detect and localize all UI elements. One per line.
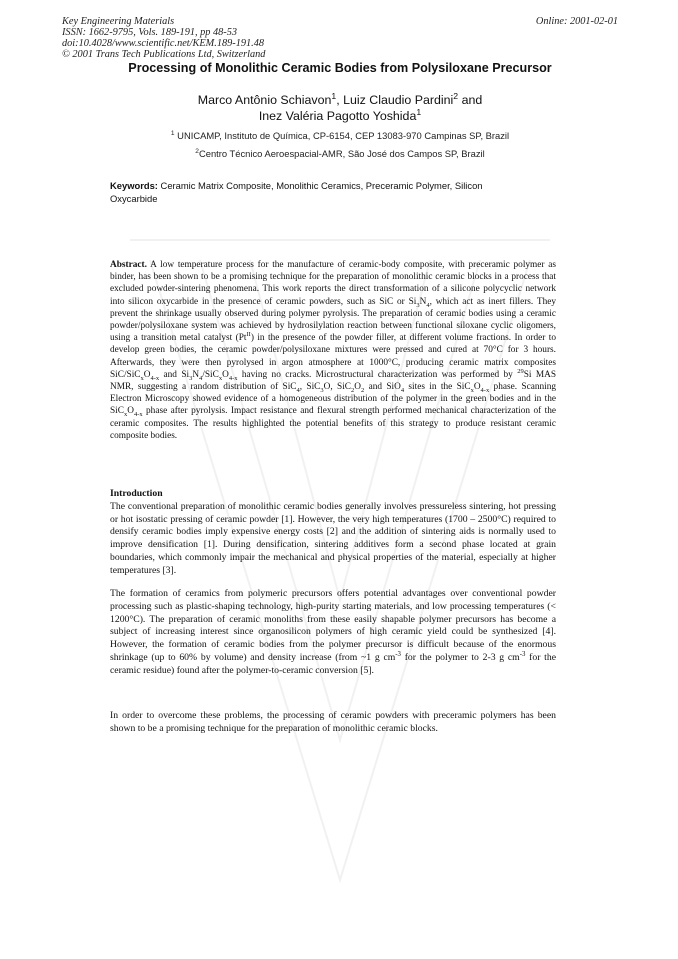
abstract-text: , SiC — [299, 382, 321, 393]
abstract-text: phase after pyrolysis. Impact resistance and flexural strength performed mechanical characterization of the ceramic composites. The results highlighted the potential benefits of this strategy to produce resistant ceramic composite bodies. — [110, 406, 556, 441]
subscript: 4-x — [133, 411, 143, 419]
subscript: 3 — [189, 374, 193, 382]
copyright-line: © 2001 Trans Tech Publications Ltd, Switzerland — [62, 49, 266, 60]
introduction-heading: Introduction — [110, 488, 163, 499]
subscript: x — [140, 374, 144, 382]
subscript: 4 — [426, 301, 430, 309]
author-line-2 — [62, 108, 618, 124]
affiliation-1-text: UNICAMP, Instituto de Química, CP-6154, CEP 13083-970 Campinas SP, Brazil — [174, 130, 510, 141]
author-schiavon-affil: 1 — [331, 90, 337, 101]
introduction-para-2 — [110, 588, 556, 678]
author-schiavon: Marco Antônio Schiavon — [197, 93, 332, 107]
abstract-text: O — [222, 369, 229, 380]
author-pardini: , Luiz Claudio Pardini — [336, 93, 454, 107]
superscript: 29 — [517, 367, 524, 375]
abstract-text: Si MAS NMR, suggesting a random distribution of SiC — [110, 369, 557, 393]
online-date: Online: 2001-02-01 — [535, 16, 618, 27]
journal-name: Key Engineering Materials — [62, 16, 175, 27]
superscript: -3 — [395, 650, 401, 658]
abstract-text: A low temperature process for the manufacture of ceramic-body composite, with preceramic polymer as binder, has been shown to be a promising technique for the preparation of monolithic ceramic blocks in a process that excluded powder-sintering phenomena. This work reports the direct transformation of a silicone polycyclic network into silicon oxycarbide in the presence of ceramic powders, such as SiC or Si — [110, 260, 556, 307]
introduction-para-3 — [110, 710, 556, 736]
abstract-text: O, SiC — [323, 382, 351, 393]
affiliation-2 — [62, 148, 618, 159]
doi-line: doi:10.4028/www.scientific.net/KEM.189-191.48 — [62, 38, 265, 49]
abstract-text: O — [354, 382, 361, 393]
subscript: 4 — [400, 386, 405, 394]
abstract-text: ) in the presence of the powder filler, at different volume fractions. In order to develop green bodies, the ceramic powder/polysiloxane mixtures were pressed and cured at 70°C for 3 hours. Afterwards, they were then pyrolysed in argon atmosphere at 1000°C, producing ceramic matrix composites SiC/SiC — [110, 333, 556, 380]
affiliation-1 — [62, 130, 618, 141]
abstract-text: O — [473, 382, 481, 393]
subscript: 3 — [416, 301, 420, 309]
subscript: 4 — [199, 374, 203, 382]
abstract-text: and Si — [159, 369, 190, 380]
introduction-para-1 — [110, 488, 556, 578]
abstract-text: O — [127, 406, 134, 417]
affiliation-1-mark: 1 — [170, 129, 175, 137]
abstract-text: having no cracks. Microstructural characterization was performed by — [237, 369, 518, 380]
keywords-label: Keywords: — [110, 180, 158, 191]
subscript: 3 — [320, 386, 324, 394]
keywords-text: Ceramic Matrix Composite, Monolithic Ceramics, Preceramic Polymer, Silicon Oxycarbide — [110, 180, 483, 204]
journal-header — [62, 16, 618, 60]
issn-line: ISSN: 1662-9795, Vols. 189-191, pp 48-53 — [62, 27, 238, 38]
author-pardini-affil: 2 — [453, 90, 459, 101]
abstract — [110, 259, 556, 442]
abstract-text: and SiO — [364, 382, 401, 393]
introduction-text-3: In order to overcome these problems, the processing of ceramic powders with preceramic polymers has been shown to be a promising technique for the preparation of monolithic ceramic blocks. — [110, 710, 556, 734]
abstract-text: sites in the SiC — [404, 382, 471, 393]
keywords — [110, 180, 530, 205]
abstract-label: Abstract. — [110, 260, 147, 270]
subscript: x — [218, 374, 223, 382]
subscript: 4-x — [480, 386, 490, 394]
abstract-text: O — [143, 369, 151, 380]
subscript: x — [470, 386, 474, 394]
subscript: 4 — [296, 386, 300, 394]
subscript: 2 — [351, 386, 355, 394]
introduction-text-2: The formation of ceramics from polymeric precursors offers potential advantages over conventional powder processing such as plastic-shaping technology, high-purity starting materials, and low processing temperatures (< 1200°C). The preparation of ceramic monoliths from these easily shapable polymer precursors has become a subject of increasing interest since organosilicon polymers of high ceramic yield could be synthesized [4]. However, the formation of ceramic bodies from the polymer precursor is difficult because of the enormous shrinkage (up to 60% by volume) and density increase (from ~1 g cm — [110, 588, 556, 663]
introduction-text-2: for the ceramic residue) found after the polymer-to-ceramic conversion [5]. — [110, 651, 556, 676]
abstract-text: /SiC — [202, 369, 219, 380]
subscript: 2 — [360, 386, 365, 394]
abstract-text: , which act as inert fillers. They prevent the shrinkage usually observed during polymer pyrolysis. The preparation of ceramic bodies using a ceramic powder/polysiloxane system was achieved by hydrosilylation reaction between functional siloxane cyclic oligomers, using a transition metal catalyst (Pt — [110, 296, 556, 344]
affiliation-2-mark: 2 — [195, 147, 199, 155]
abstract-text: N — [192, 369, 200, 380]
author-line-1 — [62, 92, 618, 108]
superscript: II — [246, 331, 251, 339]
author-list — [62, 92, 618, 124]
author-yoshida: Inez Valéria Pagotto Yoshida — [258, 109, 417, 123]
abstract-text: phase. Scanning Electron Microscopy showed evidence of a homogeneous distribution of the polymer in the green bodies and in the SiC — [110, 382, 557, 417]
abstract-text: N — [419, 296, 427, 307]
subscript: x — [123, 411, 128, 419]
author-and: and — [458, 93, 483, 107]
author-yoshida-affil: 1 — [416, 106, 422, 117]
superscript: -3 — [519, 650, 526, 658]
affiliation-2-text: Centro Técnico Aeroespacial-AMR, São José dos Campos SP, Brazil — [198, 148, 485, 159]
subscript: 4-x — [228, 374, 238, 382]
subscript: 4-x — [150, 374, 160, 382]
introduction-text-1: The conventional preparation of monolithic ceramic bodies generally involves pressureless sintering, hot pressing or hot isostatic pressing of ceramic powder [1]. However, the very high temperatures (1700 – 2500°C) required to densify ceramic bodies imply expensive energy costs [2] and the addition of sintering aids is normally used to improve densification [1]. During densification, sintering additives form a second phase located at grain boundaries, which commonly impair the mechanical and physical properties of the material, especially at higher temperatures [3]. — [110, 500, 556, 576]
paper-title: Processing of Monolithic Ceramic Bodies from Polysiloxane Precursor — [128, 61, 552, 75]
introduction-text-2: for the polymer to 2-3 g cm — [400, 651, 520, 663]
